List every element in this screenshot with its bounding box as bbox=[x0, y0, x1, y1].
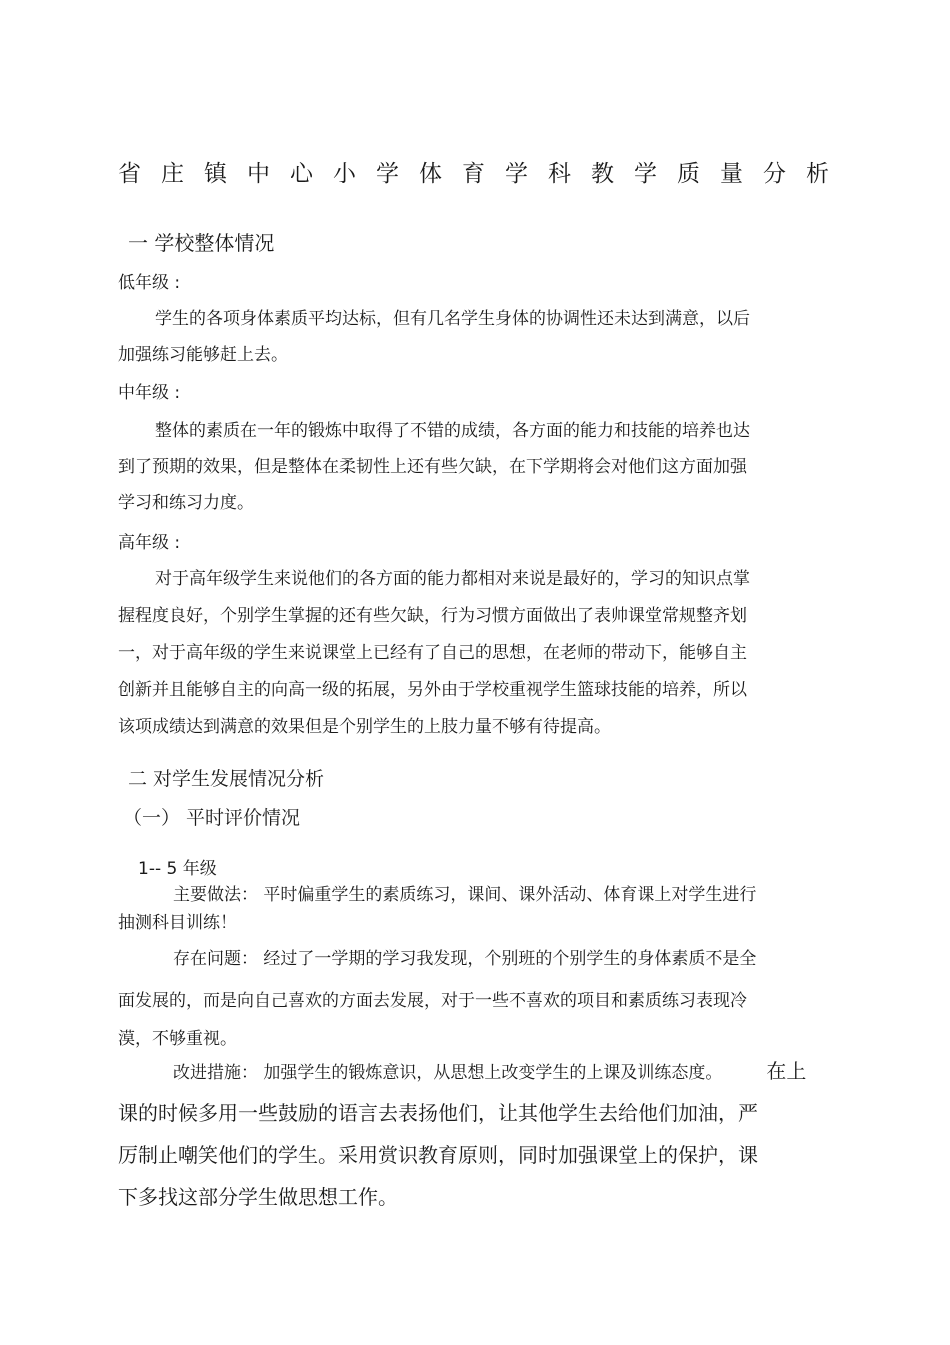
high-grade-text-line: 一，对于高年级的学生来说课堂上已经有了自己的思想，在老师的带动下，能够自主 bbox=[118, 643, 747, 663]
method-text-line: 抽测科目训练！ bbox=[118, 913, 237, 933]
problem-text-line: 面发展的，而是向自己喜欢的方面去发展，对于一些不喜欢的项目和素质练习表现冷 bbox=[118, 991, 747, 1011]
problem-text-line: 漠，不够重视。 bbox=[118, 1029, 237, 1049]
mid-grade-label: 中年级 : bbox=[118, 383, 181, 403]
section-1-heading: 一 学校整体情况 bbox=[128, 231, 275, 255]
high-grade-label: 高年级 : bbox=[118, 533, 181, 553]
high-grade-text-line: 创新并且能够自主的向高一级的拓展，另外由于学校重视学生篮球技能的培养，所以 bbox=[118, 680, 747, 700]
improve-text-line: 下多找这部分学生做思想工作。 bbox=[118, 1185, 398, 1209]
low-grade-text-line: 学生的各项身体素质平均达标，但有几名学生身体的协调性还未达到满意，以后 bbox=[155, 309, 750, 329]
grade-range-label: 1-- 5 年级 bbox=[138, 859, 217, 879]
low-grade-label: 低年级 : bbox=[118, 273, 181, 293]
high-grade-text-line: 对于高年级学生来说他们的各方面的能力都相对来说是最好的，学习的知识点掌 bbox=[155, 569, 750, 589]
improve-text-part: 在上 bbox=[766, 1059, 807, 1083]
improve-text-line bbox=[173, 1058, 806, 1084]
improve-text-part: 改进措施： 加强学生的锻炼意识，从思想上改变学生的上课及训练态度。 bbox=[173, 1063, 723, 1083]
problem-text-line: 存在问题： 经过了一学期的学习我发现，个别班的个别学生的身体素质不是全 bbox=[173, 949, 757, 969]
mid-grade-text-line: 整体的素质在一年的锻炼中取得了不错的成绩，各方面的能力和技能的培养也达 bbox=[155, 421, 750, 441]
improve-text-line: 厉制止嘲笑他们的学生。采用赏识教育原则，同时加强课堂上的保护，课 bbox=[118, 1143, 758, 1167]
section-2-heading: 二 对学生发展情况分析 bbox=[128, 768, 325, 790]
improve-text-line: 课的时候多用一些鼓励的语言去表扬他们，让其他学生去给他们加油，严 bbox=[118, 1101, 758, 1125]
low-grade-text-line: 加强练习能够赶上去。 bbox=[118, 345, 288, 365]
high-grade-text-line: 该项成绩达到满意的效果但是个别学生的上肢力量不够有待提高。 bbox=[118, 717, 611, 737]
method-text-line: 主要做法： 平时偏重学生的素质练习，课间、课外活动、体育课上对学生进行 bbox=[173, 885, 757, 905]
mid-grade-text-line: 学习和练习力度。 bbox=[118, 493, 254, 513]
subsection-heading: （一） 平时评价情况 bbox=[123, 807, 301, 829]
document-title: 省庄镇中心小学体育学科教学质量分析 bbox=[118, 161, 849, 187]
high-grade-text-line: 握程度良好，个别学生掌握的还有些欠缺，行为习惯方面做出了表帅课堂常规整齐划 bbox=[118, 606, 747, 626]
mid-grade-text-line: 到了预期的效果，但是整体在柔韧性上还有些欠缺，在下学期将会对他们这方面加强 bbox=[118, 457, 747, 477]
